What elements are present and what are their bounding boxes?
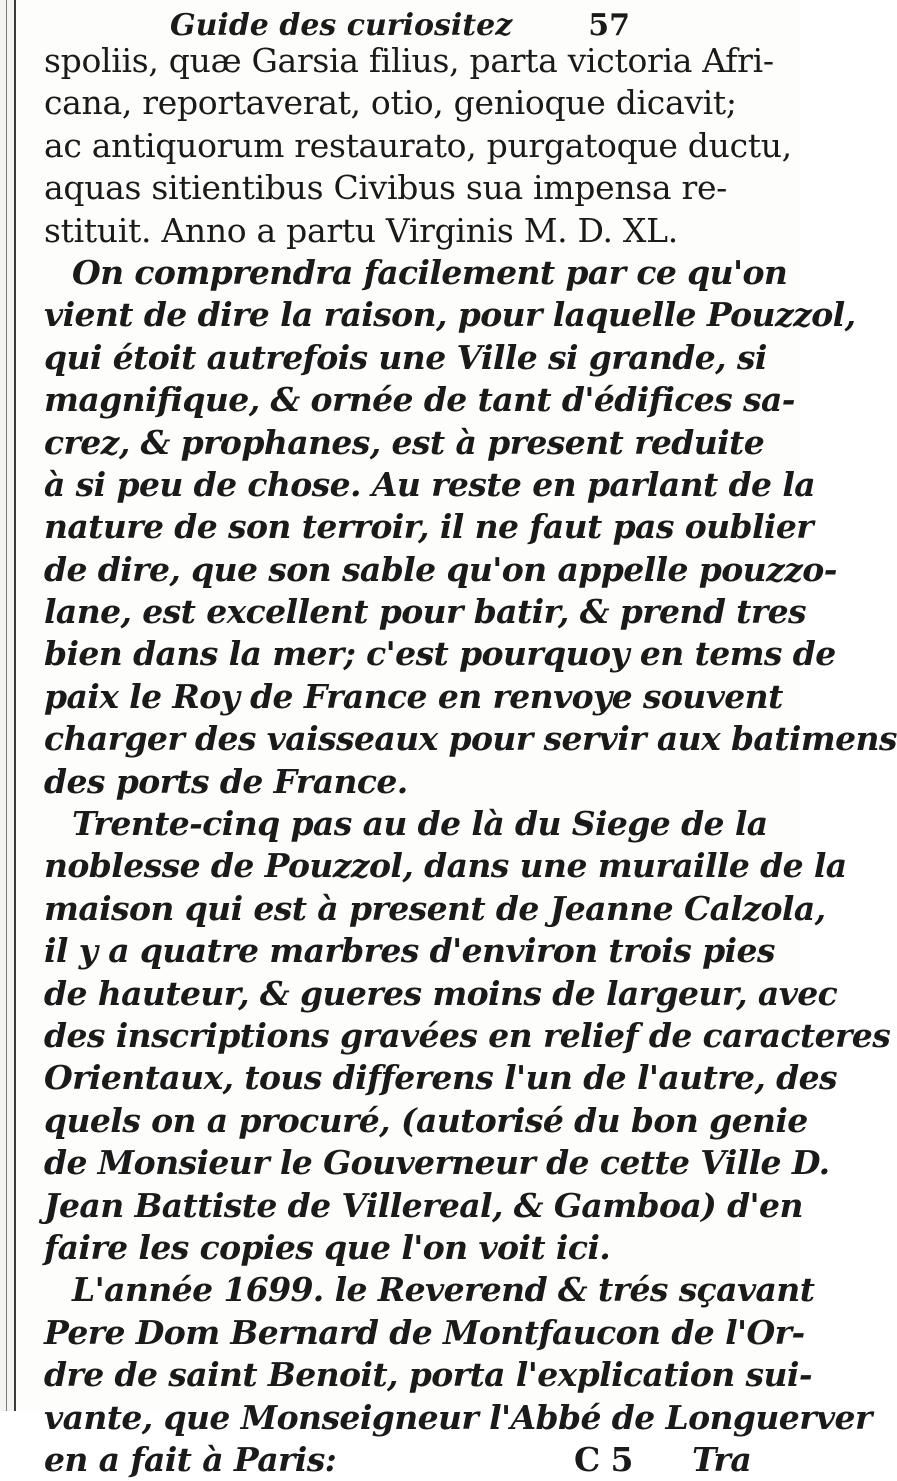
text-line: des inscriptions gravées en relief de caracteres (44, 1015, 891, 1055)
text-line: aquas sitientibus Civibus sua impensa re- (44, 168, 728, 208)
text-line: paix le Roy de France en renvoye souvent (44, 676, 783, 716)
text-line: qui étoit autrefois une Ville si grande, si (44, 337, 767, 377)
text-line: faire les copies que l'on voit ici. (44, 1227, 611, 1267)
catchword: Tra (692, 1439, 752, 1479)
binding-line (6, 0, 7, 1411)
text-line: de Monsieur le Gouverneur de cette Ville D. (44, 1143, 830, 1183)
signature-mark: C 5 (574, 1439, 633, 1479)
text-line: nature de son terroir, il ne faut pas oublier (44, 507, 814, 547)
text-line: ac antiquorum restaurato, purgatoque ductu, (44, 125, 792, 165)
text-line: vante, que Monseigneur l'Abbé de Longuerver (44, 1397, 872, 1437)
text-line: noblesse de Pouzzol, dans une muraille de la (44, 846, 847, 886)
text-line: il y a quatre marbres d'environ trois pies (44, 931, 775, 971)
text-line: Jean Battiste de Villereal, & Gamboa) d'en (44, 1185, 803, 1225)
text-line: L'année 1699. le Reverend & trés sçavant (72, 1270, 815, 1310)
body-text (44, 40, 897, 1481)
text-line: magnifique, & ornée de tant d'édifices sa- (44, 380, 795, 420)
text-line: Pere Dom Bernard de Montfaucon de l'Or- (44, 1312, 805, 1352)
text-line: de dire, que son sable qu'on appelle pouzzo- (44, 549, 837, 589)
text-line: maison qui est à present de Jeanne Calzola, (44, 888, 826, 928)
text-line: charger des vaisseaux pour servir aux batimens (44, 719, 897, 759)
text-line: en a fait à Paris: C 5 Tra (44, 1439, 774, 1481)
text-line: crez, & prophanes, est à present reduite (44, 422, 765, 462)
text-line: Trente-cinq pas au de là du Siege de la (72, 804, 768, 844)
text-line: de hauteur, & gueres moins de largeur, avec (44, 973, 838, 1013)
text-line: cana, reportaverat, otio, genioque dicavit; (44, 83, 737, 123)
text-line: spoliis, quæ Garsia filius, parta victoria Afri- (44, 41, 774, 80)
text-line: quels on a procuré, (autorisé du bon genie (44, 1100, 808, 1140)
text-line: On comprendra facilement par ce qu'on (72, 252, 788, 292)
text-line: stituit. Anno a partu Virginis M. D. XL. (44, 210, 678, 250)
page-binding-edge (0, 0, 16, 1411)
page-number: 57 (588, 8, 630, 43)
text-line: à si peu de chose. Au reste en parlant de la (44, 464, 816, 504)
text-line: dre de saint Benoit, porta l'explication sui- (44, 1355, 812, 1395)
text-line: vient de dire la raison, pour laquelle Pouzzol, (44, 295, 856, 335)
running-title: Guide des curiositez (170, 8, 513, 43)
text-line: Orientaux, tous differens l'un de l'autre, des (44, 1058, 838, 1098)
text-line: des ports de France. (44, 761, 408, 801)
text-line: lane, est excellent pour batir, & prend tres (44, 592, 806, 632)
text-line: bien dans la mer; c'est pourquoy en tems de (44, 634, 836, 674)
